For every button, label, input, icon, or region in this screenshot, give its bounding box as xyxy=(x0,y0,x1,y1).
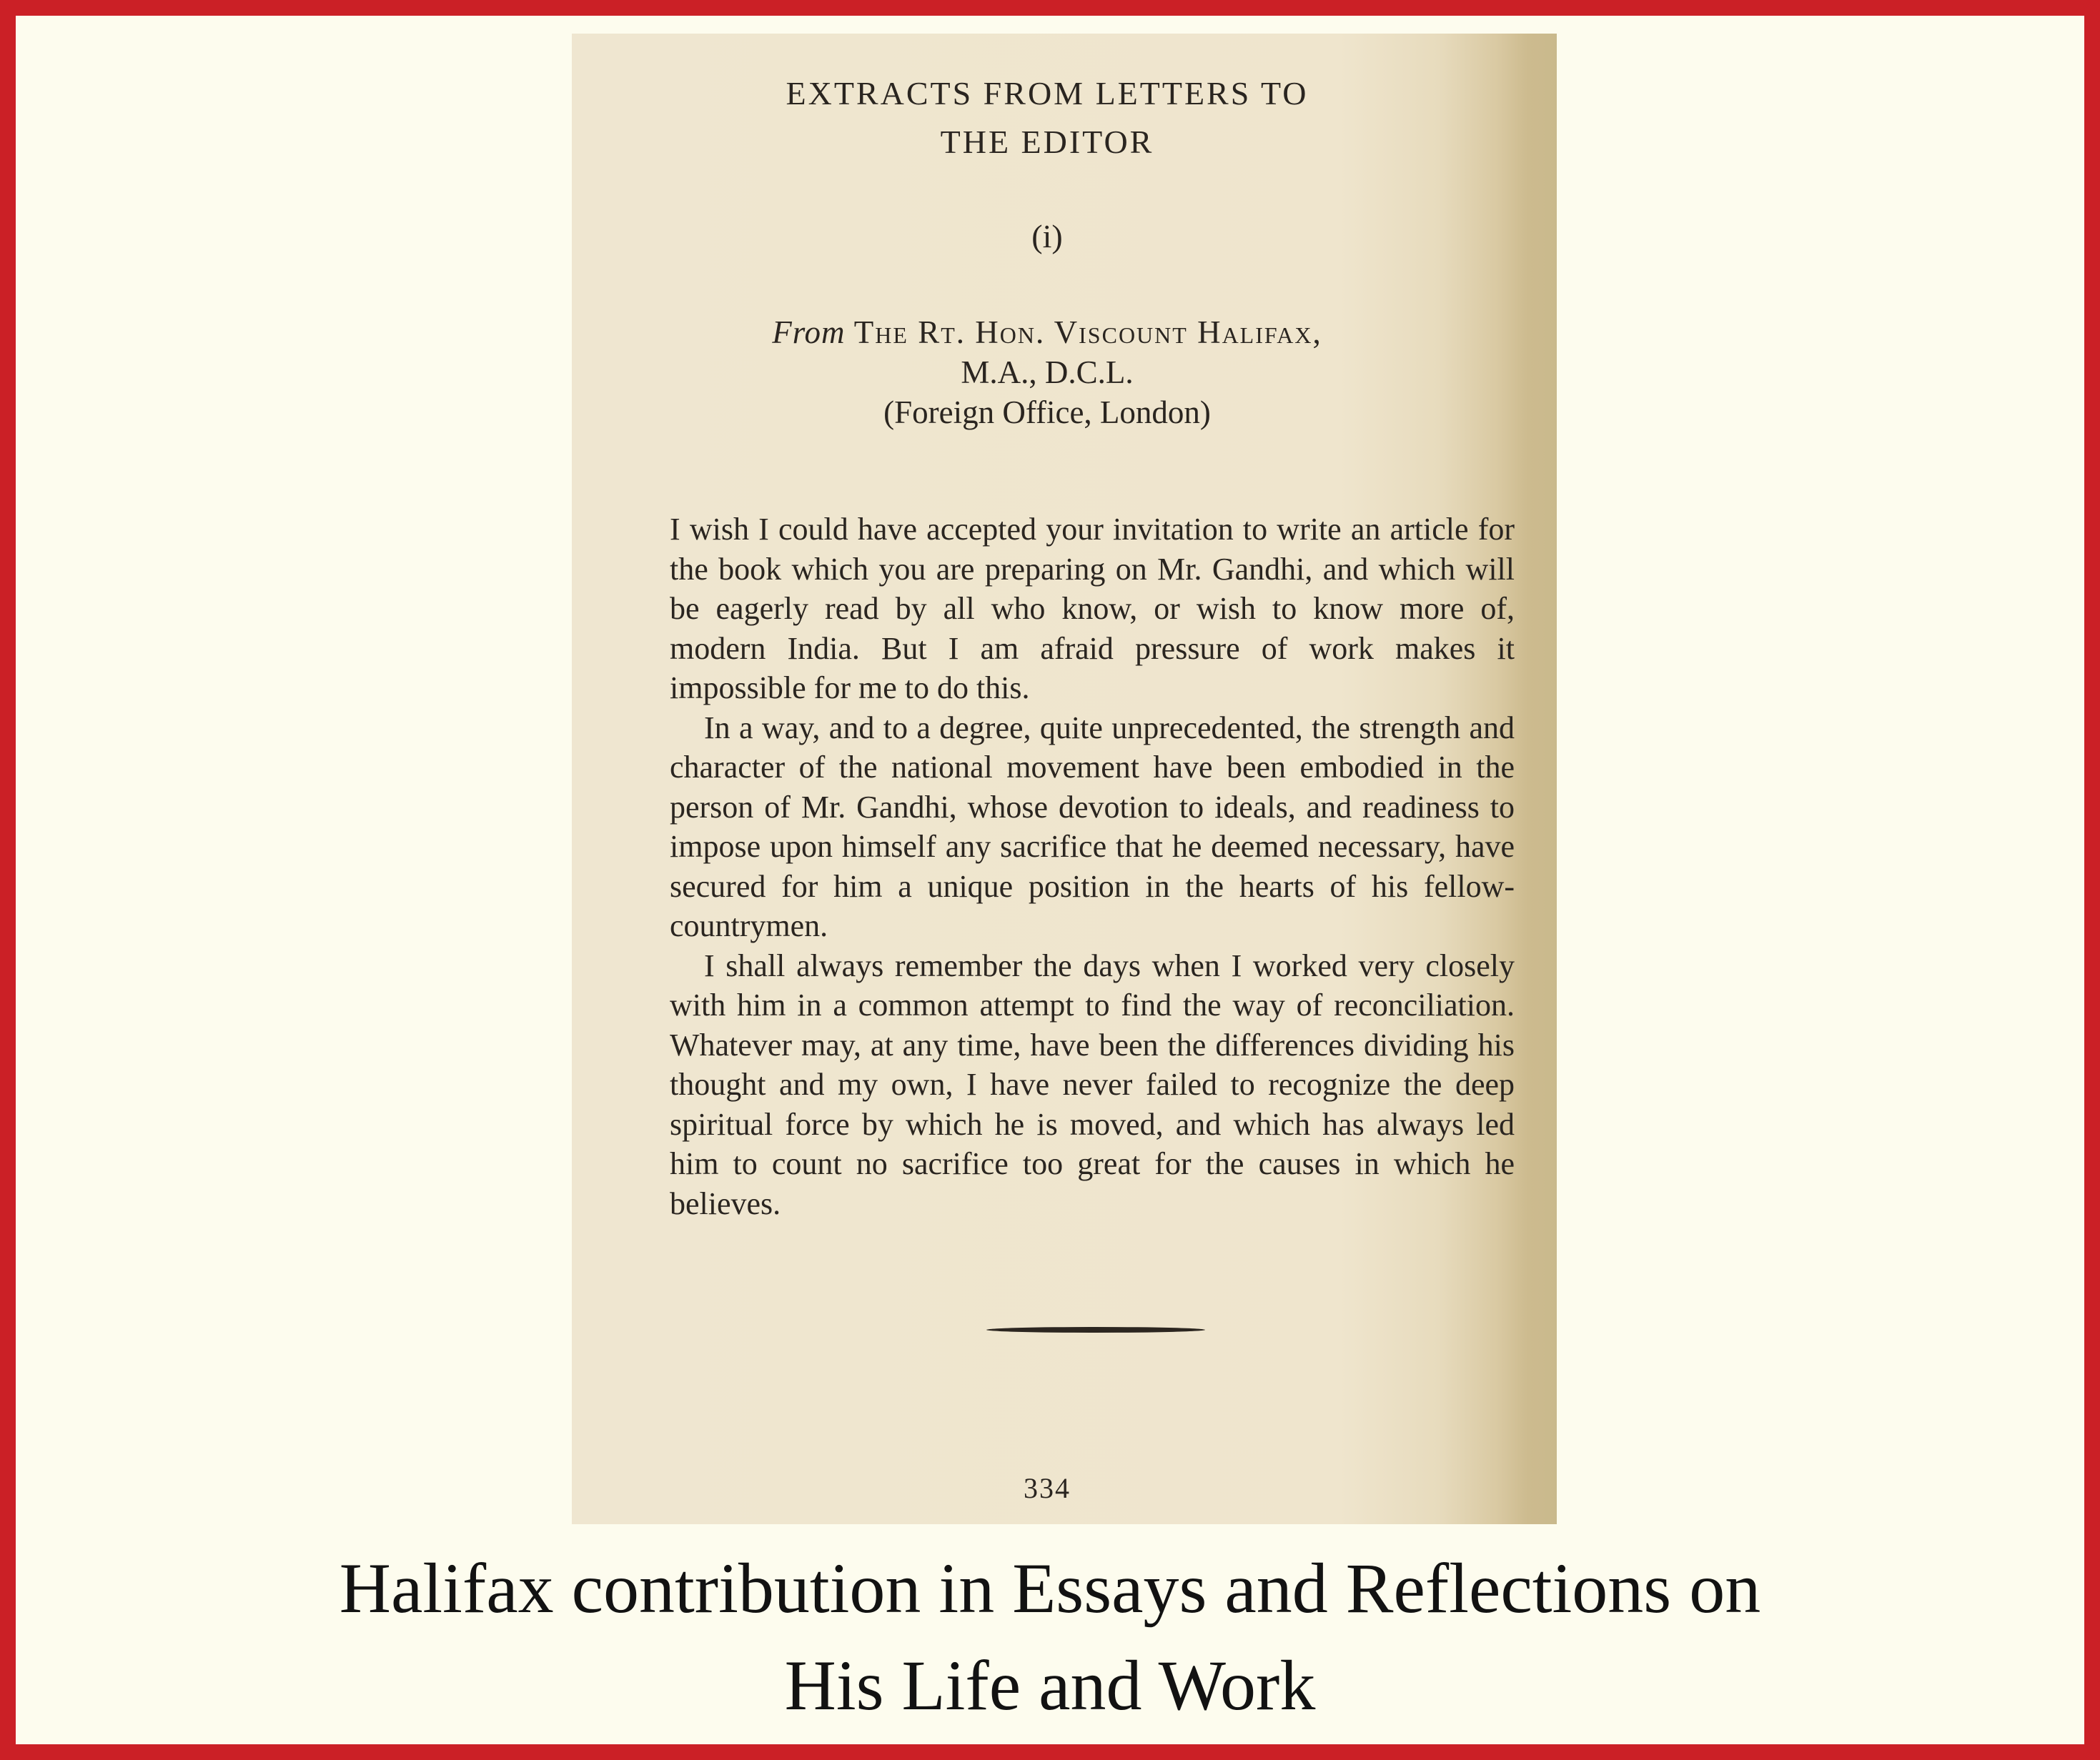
image-caption xyxy=(0,1540,2100,1734)
from-word: From xyxy=(772,314,846,350)
ornamental-rule xyxy=(986,1327,1205,1333)
letter-attribution xyxy=(572,312,1522,432)
section-numeral: (i) xyxy=(1031,218,1063,254)
heading-line-2: THE EDITOR xyxy=(940,124,1154,160)
page-heading xyxy=(572,69,1522,166)
author-degrees: M.A., D.C.L. xyxy=(961,354,1134,390)
caption-line-2: His Life and Work xyxy=(784,1646,1316,1725)
paragraph-1: I wish I could have accepted your invitation to write an article for the book which you are preparing on Mr. Gandhi, and which will be eagerly read by all who know, or wish to know more of, modern India. But I am afraid pressure of work makes it impossible for me to do this. xyxy=(670,512,1515,705)
caption-line-1: Halifax contribution in Essays and Reflections on xyxy=(339,1548,1761,1628)
paragraph-2: In a way, and to a degree, quite unprecedented, the strength and character of the national movement have been embodied in the person of Mr. Gandhi, whose devotion to ideals, and readiness to impose upon himself any sacrifice that he deemed necessary, have secured for him a unique position in the hearts of his fellow-countrymen. xyxy=(670,710,1515,943)
scanned-book-page xyxy=(572,34,1557,1524)
letter-body xyxy=(670,509,1515,1223)
author-name: The Rt. Hon. Viscount Halifax, xyxy=(853,314,1322,350)
page-number: 334 xyxy=(1024,1472,1071,1504)
author-office: (Foreign Office, London) xyxy=(883,394,1211,430)
attribution-line xyxy=(572,312,1522,352)
heading-line-1: EXTRACTS FROM LETTERS TO xyxy=(786,75,1309,111)
paragraph-3: I shall always remember the days when I worked very closely with him in a common attempt to find the way of reconciliation. Whatever may, at any time, have been the differences dividing his thought and my own, I have never failed to recognize the deep spiritual force by which he is moved, and which has always led him to count no sacrifice too great for the causes in which he believes. xyxy=(670,948,1515,1221)
